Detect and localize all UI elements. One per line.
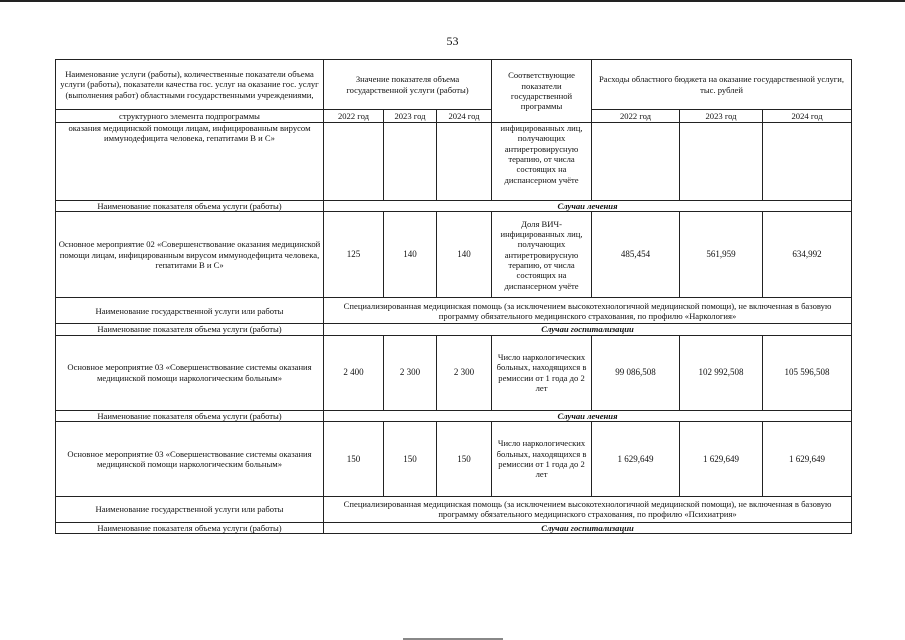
row-label: Наименование показателя объема услуги (работы) <box>56 324 324 335</box>
expense-2022: 485,454 <box>592 212 680 298</box>
row-value: Специализированная медицинская помощь (за исключением высокотехнологичной медицинской помощи), не включенная в базовую программу обязательного медицинского страхования, по профилю «Психиатрия» <box>324 496 852 522</box>
volume-2024: 150 <box>437 421 492 496</box>
table-row <box>56 496 852 522</box>
row-label: Наименование показателя объема услуги (работы) <box>56 201 324 212</box>
program-indicator: инфицированных лиц, получающих антиретровирусную терапию, от числа состоящих на диспансерном учёте <box>492 123 592 201</box>
year-2024-expenses: 2024 год <box>763 110 852 123</box>
expense-2024: 105 596,508 <box>763 335 852 410</box>
expense-2023: 102 992,508 <box>680 335 763 410</box>
table-row <box>56 201 852 212</box>
table-row <box>56 212 852 298</box>
header-expenses: Расходы областного бюджета на оказание государственной услуги, тыс. рублей <box>592 60 852 110</box>
row-value: Случаи госпитализации <box>324 324 852 335</box>
measure-name: Основное мероприятие 03 «Совершенствование системы оказания медицинской помощи наркологическим больным» <box>56 421 324 496</box>
header-volume: Значение показателя объема государственной услуги (работы) <box>324 60 492 110</box>
row-value: Случаи госпитализации <box>324 522 852 533</box>
table-row <box>56 298 852 324</box>
expense-2022: 1 629,649 <box>592 421 680 496</box>
table-row <box>56 421 852 496</box>
page-top-border <box>0 0 905 2</box>
budget-table <box>55 59 852 534</box>
measure-name: Основное мероприятие 02 «Совершенствование оказания медицинской помощи лицам, инфицированным вирусом иммунодефицита человека, гепатитами В и С» <box>56 212 324 298</box>
volume-2024: 140 <box>437 212 492 298</box>
volume-2023: 150 <box>384 421 437 496</box>
year-2023-expenses: 2023 год <box>680 110 763 123</box>
measure-name: оказания медицинской помощи лицам, инфицированным вирусом иммунодефицита человека, гепатитами В и С» <box>56 123 324 201</box>
expense-2022: 99 086,508 <box>592 335 680 410</box>
table-row <box>56 522 852 533</box>
row-label: Наименование государственной услуги или работы <box>56 298 324 324</box>
volume-2022: 2 400 <box>324 335 384 410</box>
volume-2023: 140 <box>384 212 437 298</box>
expense-2023: 561,959 <box>680 212 763 298</box>
table-row <box>56 410 852 421</box>
program-indicator: Число наркологических больных, находящихся в ремиссии от 1 года до 2 лет <box>492 335 592 410</box>
program-indicator: Число наркологических больных, находящихся в ремиссии от 1 года до 2 лет <box>492 421 592 496</box>
program-indicator: Доля ВИЧ-инфицированных лиц, получающих антиретровирусную терапию, от числа состоящих на диспансерном учёте <box>492 212 592 298</box>
header-row <box>56 60 852 110</box>
row-value: Специализированная медицинская помощь (за исключением высокотехнологичной медицинской помощи), не включенная в базовую программу обязательного медицинского страхования, по профилю «Наркология» <box>324 298 852 324</box>
page-number: 53 <box>446 34 459 48</box>
volume-2022: 125 <box>324 212 384 298</box>
volume-2022: 150 <box>324 421 384 496</box>
header-service-name: Наименование услуги (работы), количественные показатели объема услуги (работы), показатели качества гос. услуг на оказание гос. услуг (выполнения работ) областными государственными учреждениями, <box>56 60 324 110</box>
header-indicator: Соответствующие показатели государственной программы <box>492 60 592 123</box>
row-label: Наименование государственной услуги или работы <box>56 496 324 522</box>
volume-2023: 2 300 <box>384 335 437 410</box>
table-row <box>56 335 852 410</box>
measure-name: Основное мероприятие 03 «Совершенствование системы оказания медицинской помощи наркологическим больным» <box>56 335 324 410</box>
row-value: Случаи лечения <box>324 201 852 212</box>
year-2024-volume: 2024 год <box>437 110 492 123</box>
row-label: Наименование показателя объема услуги (работы) <box>56 522 324 533</box>
expense-2024: 634,992 <box>763 212 852 298</box>
volume-2024: 2 300 <box>437 335 492 410</box>
expense-2023: 1 629,649 <box>680 421 763 496</box>
header-years-row <box>56 110 852 123</box>
row-label: Наименование показателя объема услуги (работы) <box>56 410 324 421</box>
year-2022-volume: 2022 год <box>324 110 384 123</box>
table-row <box>56 324 852 335</box>
table-row <box>56 123 852 201</box>
row-value: Случаи лечения <box>324 410 852 421</box>
header-structural-element: структурного элемента подпрограммы <box>56 110 324 123</box>
year-2022-expenses: 2022 год <box>592 110 680 123</box>
expense-2024: 1 629,649 <box>763 421 852 496</box>
year-2023-volume: 2023 год <box>384 110 437 123</box>
